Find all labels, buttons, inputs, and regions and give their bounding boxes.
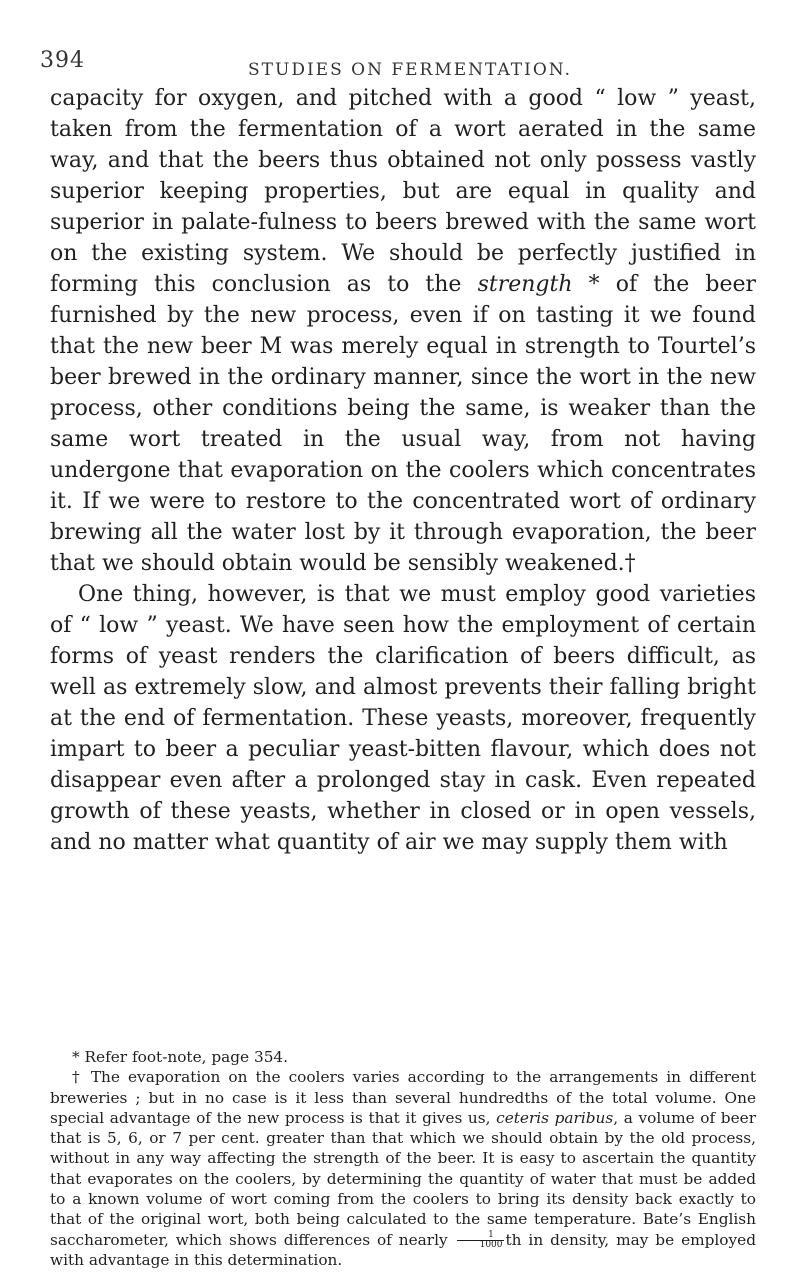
footnotes bbox=[50, 1047, 756, 1270]
page-number: 394 bbox=[40, 48, 85, 73]
fraction-denominator: 1000 bbox=[479, 1240, 503, 1251]
text-run: , a volume of beer that is 5, 6, or 7 per cent. greater than that which we should obtain by the old process, without in any way affecting the strength of the beer. It is easy to ascertain the quantity that evaporates on the coolers, by determining the quantity of water that must be added to a known volume of wort coming from the coolers to bring its density back exactly to that of the original wort, both being calculated to the same temperature. Bate’s English saccharometer, which shows differences of nearly bbox=[50, 1108, 757, 1249]
running-head: STUDIES ON FERMENTATION. bbox=[248, 60, 572, 80]
fraction-numerator: 1 bbox=[457, 1231, 504, 1241]
fraction bbox=[457, 1231, 504, 1250]
paragraph: One thing, however, is that we must employ good varieties of “ low ” yeast. We have seen how the employment of certain forms of yeast renders the clarification of beers difficult, as well as extremely slow, and almost prevents their falling bright at the end of fermentation. These yeasts, moreover, frequently impart to beer a peculiar yeast-bitten flavour, which does not disappear even after a prolonged stay in cask. Even repeated growth of these yeasts, whether in closed or in open vessels, and no matter what quantity of air we may supply them with bbox=[50, 582, 756, 855]
main-text bbox=[50, 83, 756, 858]
footnote bbox=[50, 1067, 756, 1270]
footnote: * Refer foot-note, page 354. bbox=[72, 1048, 289, 1066]
text-run: th in density, may be employed with advantage in this determination. bbox=[50, 1230, 757, 1270]
paragraph bbox=[50, 83, 756, 579]
text-run: † The evaporation on the coolers varies according to the arrangements in different breweries ; but in no case is it less than several hundredths of the total volume. One special advantage of the new process is that it gives us, bbox=[50, 1068, 756, 1127]
text-run: * of the beer furnished by the new process, even if on tasting it we found that the new beer M was merely equal in strength to Tourtel’s beer brewed in the ordinary manner, since the wort in the new process, other conditions being the same, is weaker than the same wort treated in the usual way, from not having undergone that evaporation on the coolers which concentrates it. If we were to restore to the concentrated wort of ordinary brewing all the water lost by it through evaporation, the beer that we should obtain would be sensibly weakened.† bbox=[50, 272, 757, 576]
text-run: capacity for oxygen, and pitched with a good “ low ” yeast, taken from the fermentation of a wort aerated in the same way, and that the beers thus obtained not only possess vastly superior keeping properties, but are equal in quality and superior in palate-fulness to beers brewed with the same wort on the existing system. We should be perfectly justified in forming this conclusion as to the bbox=[50, 86, 756, 297]
italic-phrase: ceteris paribus bbox=[496, 1108, 614, 1127]
page-header bbox=[40, 48, 780, 88]
italic-word: strength bbox=[477, 272, 573, 297]
